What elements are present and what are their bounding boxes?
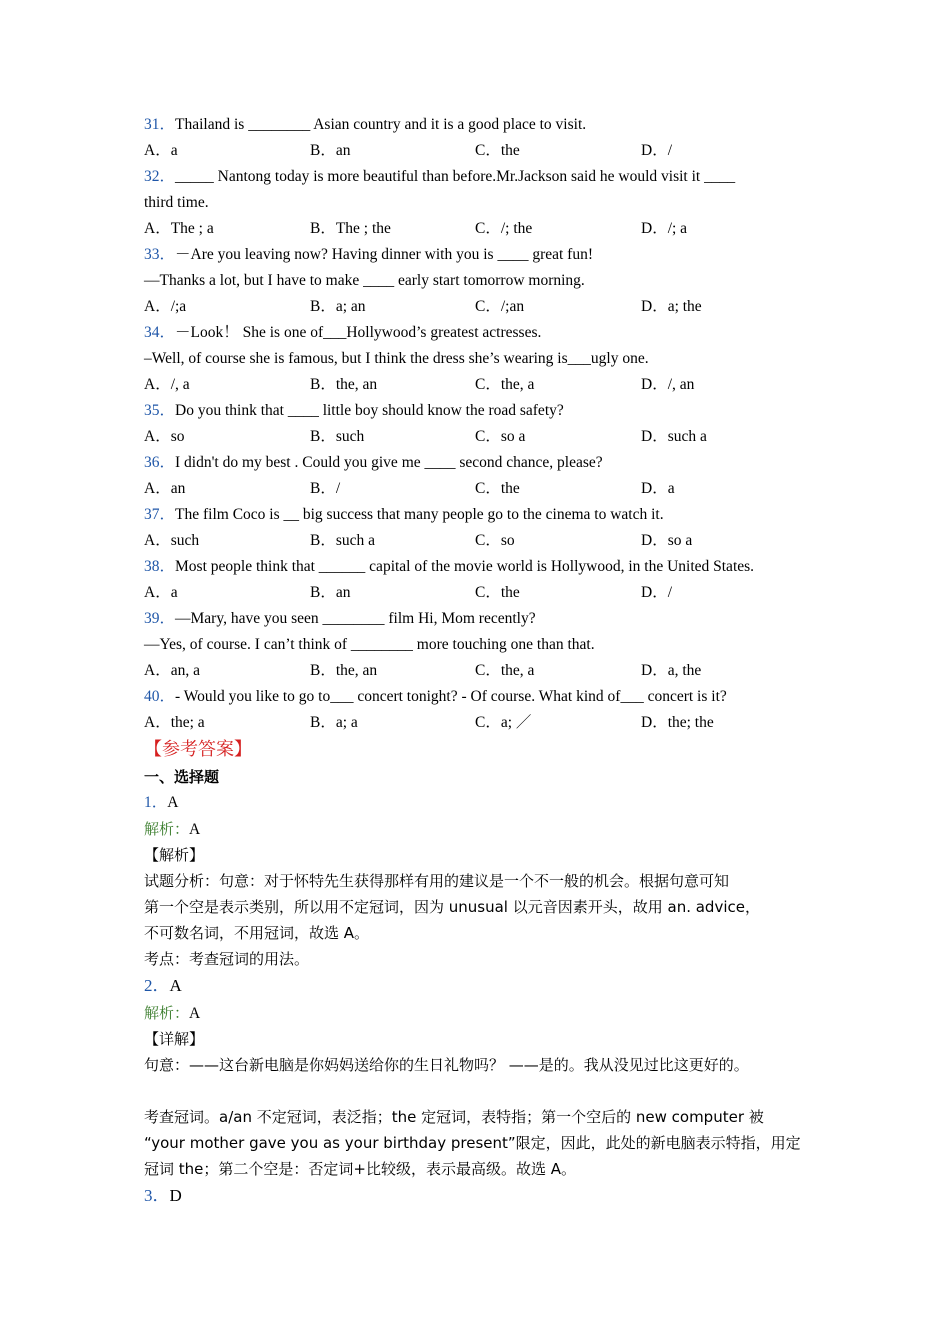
option-a: A．so [144,428,185,445]
question-32 [144,164,834,190]
question-36 [144,450,834,476]
option-a: A．a [144,584,178,601]
answer-1 [144,790,834,816]
question-31 [144,112,834,138]
detail-tag: 【详解】 [144,1030,205,1048]
option-c: C．/;an [475,298,525,315]
question-text: Thailand is ________ Asian country and it is a good place to visit. [175,116,587,133]
question-text: Most people think that ______ capital of the movie world is Hollywood, in the United States. [175,558,755,575]
option-a: A．/, a [144,376,190,393]
option-d: D．/, an [641,376,695,393]
explanation-line: 冠词 the；第二个空是：否定词+比较级，表示最高级。故选 A。 [144,1160,576,1178]
explanation-line: 不可数名词，不用冠词，故选 A。 [144,924,370,942]
question-text: The film Coco is __ big success that many people go to the cinema to watch it. [175,506,664,523]
option-a: A．/;a [144,298,187,315]
option-a: A．The ; a [144,220,214,237]
question-number: 36． [144,454,176,471]
options-31 [144,138,834,164]
option-d: D．a [641,480,675,497]
explanation-line: 第一个空是表示类别，所以用不定冠词，因为 unusual 以元音因素开头，故用 an. advice， [144,898,760,916]
option-a: A．the; a [144,714,205,731]
analysis-value: A [189,821,201,838]
answer-value: A [167,794,179,811]
options-37 [144,528,834,554]
options-33 [144,294,834,320]
question-number: 40． [144,688,176,705]
answer-value: A [169,976,182,995]
options-38 [144,580,834,606]
question-number: 35． [144,402,176,419]
option-b: B．a; an [310,298,366,315]
options-39 [144,658,834,684]
option-b: B．an [310,584,351,601]
option-c: C．the [475,142,520,159]
question-text: －Are you leaving now? Having dinner with you is ____ great fun! [175,246,593,263]
option-d: D．so a [641,532,693,549]
question-text: —Mary, have you seen ________ film Hi, Mom recently? [175,610,536,627]
analysis-label: 解析： [144,820,190,838]
option-d: D．a; the [641,298,702,315]
option-b: B．such [310,428,365,445]
option-d: D．/; a [641,220,688,237]
option-d: D．such a [641,428,707,445]
section-title: 一、选择题 [144,768,220,786]
option-b: B．an [310,142,351,159]
question-text: I didn't do my best . Could you give me ____ second chance, please? [175,454,603,471]
option-c: C．the, a [475,662,535,679]
answer-number: 3． [144,1186,170,1205]
question-35 [144,398,834,424]
option-d: D．/ [641,584,673,601]
options-40 [144,710,834,736]
question-37 [144,502,834,528]
question-text-continued: third time. [144,194,209,211]
answer-3 [144,1182,834,1210]
answer-number: 2． [144,976,170,995]
question-text: _____ Nantong today is more beautiful than before.Mr.Jackson said he would visit it ____ [175,168,736,185]
analysis-value: A [189,1005,201,1022]
option-a: A．an [144,480,186,497]
option-d: D．a, the [641,662,702,679]
explanation-line: “your mother gave you as your birthday present”限定，因此，此处的新电脑表示特指，用定 [144,1134,801,1152]
question-33 [144,242,834,268]
question-text: Do you think that ____ little boy should know the road safety? [175,402,564,419]
option-a: A．an, a [144,662,200,679]
options-32 [144,216,834,242]
option-c: C．/; the [475,220,533,237]
options-34 [144,372,834,398]
question-text-continued: —Yes, of course. I can’t think of ________ more touching one than that. [144,636,595,653]
analysis-line [144,816,834,842]
answer-value: D [169,1186,182,1205]
question-40 [144,684,834,710]
option-a: A．such [144,532,200,549]
question-number: 37． [144,506,176,523]
answer-2 [144,972,834,1000]
explanation-line: 考点：考查冠词的用法。 [144,950,310,968]
question-number: 34． [144,324,176,341]
document-page [144,112,834,1210]
option-b: B．such a [310,532,376,549]
question-38 [144,554,834,580]
analysis-label: 解析： [144,1004,190,1022]
option-d: D．/ [641,142,673,159]
question-number: 33． [144,246,176,263]
option-a: A．a [144,142,178,159]
question-34 [144,320,834,346]
answer-number: 1． [144,794,168,811]
question-text: －Look！ She is one of___Hollywood’s greatest actresses. [175,324,542,341]
reference-answers-title: 【参考答案】 [144,739,252,760]
options-36 [144,476,834,502]
analysis-line [144,1000,834,1026]
question-text-continued: —Thanks a lot, but I have to make ____ early start tomorrow morning. [144,272,585,289]
question-text: - Would you like to go to___ concert tonight? - Of course. What kind of___ concert is it? [175,688,727,705]
options-35 [144,424,834,450]
option-c: C．the [475,480,520,497]
option-b: B．the, an [310,662,378,679]
option-c: C．a; ／ [475,714,532,731]
option-b: B．a; a [310,714,358,731]
analysis-tag: 【解析】 [144,846,205,864]
blank-line [144,1078,834,1104]
explanation-line: 句意：——这台新电脑是你妈妈送给你的生日礼物吗？ ——是的。我从没见过比这更好的。 [144,1056,749,1074]
question-number: 39． [144,610,176,627]
explanation-line: 考查冠词。a/an 不定冠词，表泛指；the 定冠词，表特指；第一个空后的 new computer 被 [144,1108,764,1126]
option-c: C．so [475,532,515,549]
option-d: D．the; the [641,714,714,731]
question-number: 31． [144,116,176,133]
question-number: 38． [144,558,176,575]
option-b: B．the, an [310,376,378,393]
question-number: 32． [144,168,176,185]
option-c: C．so a [475,428,526,445]
option-b: B．/ [310,480,341,497]
question-text-continued: –Well, of course she is famous, but I think the dress she’s wearing is___ugly one. [144,350,649,367]
option-c: C．the, a [475,376,535,393]
option-b: B．The ; the [310,220,391,237]
option-c: C．the [475,584,520,601]
question-39 [144,606,834,632]
explanation-line: 试题分析：句意：对于怀特先生获得那样有用的建议是一个不一般的机会。根据句意可知 [144,872,730,890]
